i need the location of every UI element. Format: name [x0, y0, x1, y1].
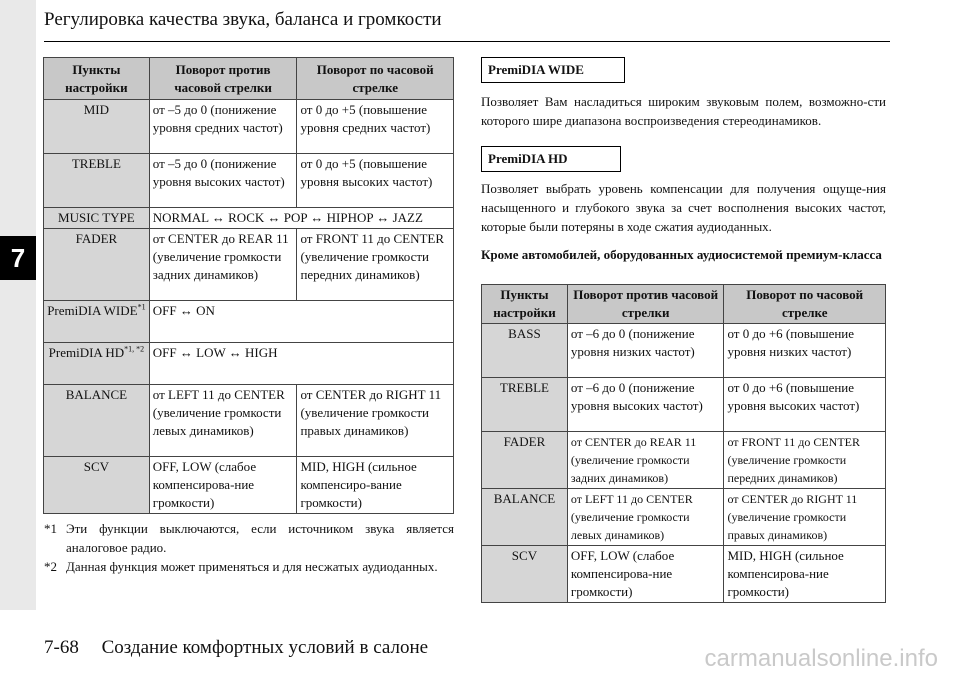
col-header-ccw: Поворот против часовой стрелки — [149, 58, 297, 100]
row-ccw-value: от –6 до 0 (понижение уровня низких частот) — [567, 324, 724, 378]
row-cw-value: от FRONT 11 до CENTER (увеличение громкости передних динамиков) — [724, 432, 886, 489]
section-text-premidia-hd: Позволяет выбрать уровень компенсации для получения ощуще-ния насыщенного и глубокого звука за счет восполнения высоких частот, которые были потеряны в ходе сжатия аудиоданных. — [481, 181, 886, 234]
row-cw-value: MID, HIGH (сильное компенсиро-вание громкости) — [297, 457, 454, 514]
row-item-label: PremiDIA WIDE$^{*1}$ — [44, 301, 150, 343]
table-row — [44, 457, 454, 514]
row-cw-value: от 0 до +6 (повышение уровня низких частот) — [724, 324, 886, 378]
side-strip — [0, 0, 36, 610]
row-item-label: FADER — [482, 432, 568, 489]
row-ccw-value: от LEFT 11 до CENTER (увеличение громкости левых динамиков) — [567, 489, 724, 546]
table-row — [482, 489, 886, 546]
table-row — [44, 154, 454, 208]
page-footer — [44, 637, 428, 659]
watermark: carmanualsonline.info — [704, 645, 938, 672]
col-header-cw: Поворот по часовой стрелке — [297, 58, 454, 100]
col-header-item: Пункты настройки — [44, 58, 150, 100]
row-ccw-value: от CENTER до REAR 11 (увеличение громкости задних динамиков) — [149, 229, 297, 301]
col-header-item: Пункты настройки — [482, 285, 568, 324]
row-item-label: BALANCE — [482, 489, 568, 546]
footnote-2 — [44, 557, 454, 576]
row-cw-value: MID, HIGH (сильное компенсирова-ние громкости) — [724, 546, 886, 603]
row-item-label: MUSIC TYPE — [44, 208, 150, 229]
row-both-value: OFF ↔ ON — [149, 301, 453, 343]
row-item-label: BASS — [482, 324, 568, 378]
section-text-premidia-wide: Позволяет Вам насладиться широким звуковым полем, возможно-сти которого шире диапазона воспроизведения стереодинамиков. — [481, 94, 886, 128]
table-row — [44, 343, 454, 385]
table-row — [44, 229, 454, 301]
row-both-value: OFF ↔ LOW ↔ HIGH — [149, 343, 453, 385]
row-ccw-value: OFF, LOW (слабое компенсирова-ние громкости) — [149, 457, 297, 514]
section-heading-premidia-wide: PremiDIA WIDE — [481, 57, 625, 83]
settings-table-left — [43, 57, 454, 514]
row-item-label: MID — [44, 100, 150, 154]
row-item-label: TREBLE — [44, 154, 150, 208]
row-item-label: SCV — [482, 546, 568, 603]
footnote-1 — [44, 519, 454, 557]
row-ccw-value: от –5 до 0 (понижение уровня высоких частот) — [149, 154, 297, 208]
header-divider — [44, 41, 890, 42]
col-header-ccw: Поворот против часовой стрелки — [567, 285, 724, 324]
row-ccw-value: от LEFT 11 до CENTER (увеличение громкости левых динамиков) — [149, 385, 297, 457]
row-ccw-value: OFF, LOW (слабое компенсирова-ние громкости) — [567, 546, 724, 603]
chapter-tab: 7 — [0, 236, 36, 280]
row-item-label: PremiDIA $HD^{*1, *2}$ — [44, 343, 150, 385]
row-cw-value: от CENTER до RIGHT 11 (увеличение громкости правых динамиков) — [724, 489, 886, 546]
row-item-label: FADER — [44, 229, 150, 301]
row-cw-value: от 0 до +5 (повышение уровня средних частот) — [297, 100, 454, 154]
page-number: 7-68 — [44, 637, 79, 658]
footnote-text: Данная функция может применяться и для несжатых аудиоданных. — [66, 559, 438, 574]
row-both-value: NORMAL ↔ ROCK ↔ POP ↔ HIPHOP ↔ JAZZ — [149, 208, 453, 229]
col-header-cw: Поворот по часовой стрелке — [724, 285, 886, 324]
footnote-ref: *1 — [137, 302, 146, 312]
row-cw-value: от FRONT 11 до CENTER (увеличение громкости передних динамиков) — [297, 229, 454, 301]
settings-table-right — [481, 284, 886, 603]
table-row — [44, 100, 454, 154]
row-cw-value: от CENTER до RIGHT 11 (увеличение громкости правых динамиков) — [297, 385, 454, 457]
row-item-label: SCV — [44, 457, 150, 514]
row-item-label: TREBLE — [482, 378, 568, 432]
row-cw-value: от 0 до +6 (повышение уровня высоких частот) — [724, 378, 886, 432]
footnote-mark: *1 — [44, 521, 57, 536]
table-row — [482, 378, 886, 432]
table-row — [44, 301, 454, 343]
table-row — [482, 432, 886, 489]
right-table-subheading: Кроме автомобилей, оборудованных аудиосистемой премиум-класса — [481, 247, 882, 262]
row-ccw-value: от CENTER до REAR 11 (увеличение громкости задних динамиков) — [567, 432, 724, 489]
row-ccw-value: от –5 до 0 (понижение уровня средних частот) — [149, 100, 297, 154]
row-ccw-value: от –6 до 0 (понижение уровня высоких частот) — [567, 378, 724, 432]
section-heading-premidia-hd: PremiDIA HD — [481, 146, 621, 172]
table-row — [482, 546, 886, 603]
table-row — [44, 385, 454, 457]
footnote-text: Эти функции выключаются, если источником звука является аналоговое радио. — [66, 521, 454, 555]
footer-section-title: Создание комфортных условий в салоне — [101, 637, 429, 658]
footnote-mark: *2 — [44, 559, 57, 574]
table-row — [482, 324, 886, 378]
table-row — [44, 208, 454, 229]
row-cw-value: от 0 до +5 (повышение уровня высоких частот) — [297, 154, 454, 208]
footnote-ref: *1, *2 — [124, 344, 145, 354]
page-header-title: Регулировка качества звука, баланса и громкости — [44, 9, 442, 30]
row-item-label: BALANCE — [44, 385, 150, 457]
